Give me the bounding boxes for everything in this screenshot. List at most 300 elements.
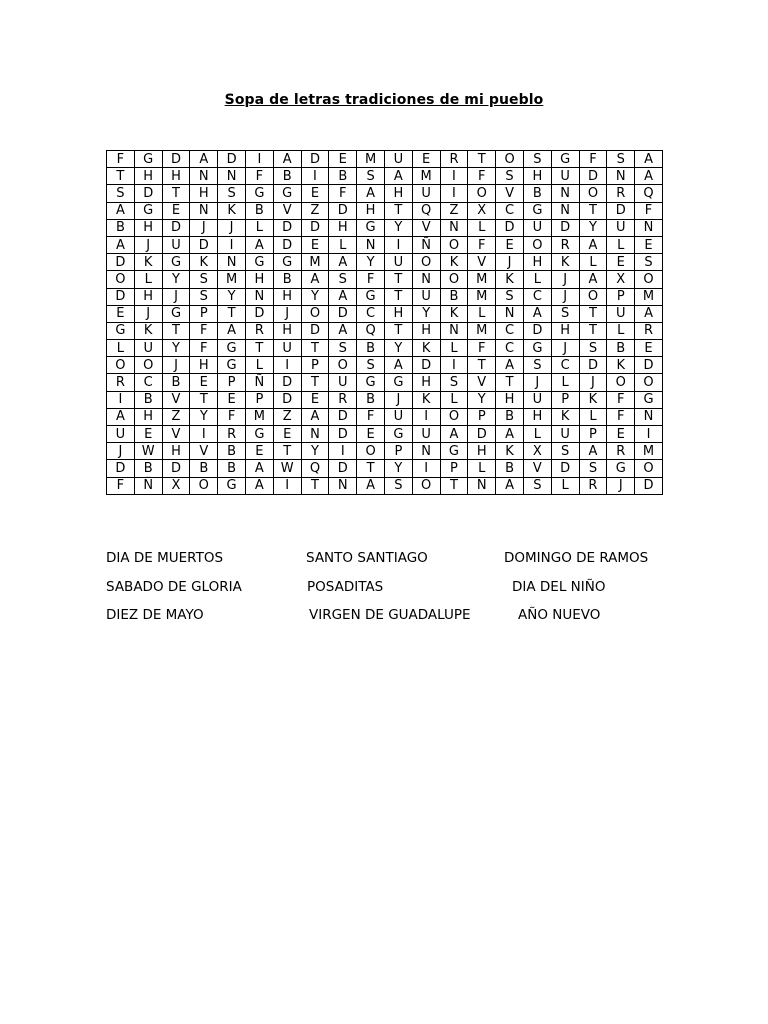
grid-cell: K bbox=[496, 271, 524, 288]
grid-cell: H bbox=[384, 185, 412, 202]
grid-cell: D bbox=[301, 219, 329, 236]
grid-cell: U bbox=[412, 426, 440, 443]
grid-cell: U bbox=[384, 254, 412, 271]
grid-cell: D bbox=[107, 254, 135, 271]
grid-cell: U bbox=[107, 426, 135, 443]
grid-cell: P bbox=[607, 288, 635, 305]
grid-cell: D bbox=[635, 357, 663, 374]
grid-cell: K bbox=[412, 340, 440, 357]
grid-cell: L bbox=[468, 219, 496, 236]
grid-cell: Ñ bbox=[245, 374, 273, 391]
grid-cell: B bbox=[190, 460, 218, 477]
grid-cell: D bbox=[162, 219, 190, 236]
word-item: SABADO DE GLORIA bbox=[106, 579, 242, 595]
grid-cell: J bbox=[551, 288, 579, 305]
grid-cell: S bbox=[496, 288, 524, 305]
grid-cell: F bbox=[579, 151, 607, 168]
grid-cell: A bbox=[107, 202, 135, 219]
grid-cell: D bbox=[218, 151, 246, 168]
grid-cell: U bbox=[551, 426, 579, 443]
grid-cell: H bbox=[523, 254, 551, 271]
grid-cell: C bbox=[523, 288, 551, 305]
grid-cell: V bbox=[273, 202, 301, 219]
grid-cell: S bbox=[384, 477, 412, 494]
grid-cell: H bbox=[245, 271, 273, 288]
grid-cell: N bbox=[440, 322, 468, 339]
grid-cell: S bbox=[579, 460, 607, 477]
grid-cell: H bbox=[162, 443, 190, 460]
grid-cell: E bbox=[301, 236, 329, 253]
word-item: DIA DE MUERTOS bbox=[106, 550, 224, 566]
grid-cell: N bbox=[551, 185, 579, 202]
grid-cell: K bbox=[551, 254, 579, 271]
grid-cell: S bbox=[551, 443, 579, 460]
grid-cell: A bbox=[329, 322, 357, 339]
grid-cell: Q bbox=[412, 202, 440, 219]
grid-cell: E bbox=[635, 340, 663, 357]
grid-cell: K bbox=[134, 254, 162, 271]
grid-cell: B bbox=[496, 408, 524, 425]
grid-cell: P bbox=[384, 443, 412, 460]
grid-cell: I bbox=[440, 357, 468, 374]
grid-cell: T bbox=[384, 202, 412, 219]
grid-cell: H bbox=[523, 408, 551, 425]
grid-cell: F bbox=[635, 202, 663, 219]
grid-cell: K bbox=[551, 408, 579, 425]
grid-cell: O bbox=[635, 460, 663, 477]
grid-cell: T bbox=[218, 305, 246, 322]
grid-cell: J bbox=[273, 305, 301, 322]
grid-cell: M bbox=[245, 408, 273, 425]
grid-cell: S bbox=[523, 151, 551, 168]
grid-cell: C bbox=[496, 322, 524, 339]
grid-cell: N bbox=[496, 305, 524, 322]
grid-cell: N bbox=[551, 202, 579, 219]
grid-cell: H bbox=[412, 374, 440, 391]
grid-cell: F bbox=[245, 168, 273, 185]
grid-cell: G bbox=[607, 460, 635, 477]
grid-cell: U bbox=[134, 340, 162, 357]
grid-cell: L bbox=[551, 374, 579, 391]
grid-cell: G bbox=[635, 391, 663, 408]
grid-cell: O bbox=[440, 236, 468, 253]
grid-cell: N bbox=[218, 168, 246, 185]
grid-cell: G bbox=[134, 151, 162, 168]
word-item: VIRGEN DE GUADALUPE bbox=[309, 607, 471, 623]
grid-cell: S bbox=[190, 271, 218, 288]
grid-cell: Y bbox=[384, 219, 412, 236]
grid-cell: B bbox=[440, 288, 468, 305]
grid-cell: O bbox=[496, 151, 524, 168]
grid-cell: Ñ bbox=[412, 236, 440, 253]
grid-cell: F bbox=[468, 340, 496, 357]
grid-cell: R bbox=[218, 426, 246, 443]
grid-cell: O bbox=[412, 254, 440, 271]
grid-cell: J bbox=[607, 477, 635, 494]
page-title: Sopa de letras tradiciones de mi pueblo bbox=[224, 92, 544, 108]
grid-cell: T bbox=[162, 185, 190, 202]
grid-cell: N bbox=[468, 477, 496, 494]
grid-cell: I bbox=[412, 408, 440, 425]
grid-cell: W bbox=[134, 443, 162, 460]
grid-cell: N bbox=[218, 254, 246, 271]
grid-cell: U bbox=[329, 374, 357, 391]
grid-cell: X bbox=[523, 443, 551, 460]
grid-cell: Y bbox=[301, 288, 329, 305]
grid-cell: R bbox=[607, 185, 635, 202]
grid-cell: D bbox=[134, 185, 162, 202]
grid-cell: N bbox=[635, 219, 663, 236]
grid-cell: C bbox=[496, 340, 524, 357]
grid-cell: K bbox=[190, 254, 218, 271]
grid-cell: L bbox=[607, 322, 635, 339]
grid-cell: R bbox=[635, 322, 663, 339]
grid-cell: I bbox=[412, 460, 440, 477]
grid-cell: G bbox=[245, 254, 273, 271]
grid-cell: A bbox=[384, 357, 412, 374]
grid-cell: A bbox=[384, 168, 412, 185]
grid-cell: A bbox=[579, 271, 607, 288]
grid-cell: X bbox=[607, 271, 635, 288]
grid-cell: A bbox=[496, 357, 524, 374]
grid-cell: V bbox=[162, 391, 190, 408]
grid-cell: E bbox=[134, 426, 162, 443]
grid-cell: B bbox=[134, 391, 162, 408]
grid-cell: Y bbox=[218, 288, 246, 305]
grid-cell: I bbox=[440, 185, 468, 202]
grid-cell: D bbox=[329, 408, 357, 425]
grid-cell: H bbox=[190, 357, 218, 374]
grid-cell: K bbox=[134, 322, 162, 339]
grid-cell: H bbox=[190, 185, 218, 202]
grid-cell: U bbox=[523, 391, 551, 408]
grid-cell: F bbox=[218, 408, 246, 425]
grid-cell: F bbox=[107, 151, 135, 168]
grid-cell: H bbox=[134, 288, 162, 305]
word-item: DOMINGO DE RAMOS bbox=[504, 550, 649, 566]
grid-cell: E bbox=[329, 151, 357, 168]
grid-cell: B bbox=[245, 202, 273, 219]
grid-cell: S bbox=[357, 357, 385, 374]
grid-cell: G bbox=[107, 322, 135, 339]
grid-cell: Q bbox=[301, 460, 329, 477]
grid-cell: O bbox=[635, 374, 663, 391]
grid-cell: F bbox=[468, 236, 496, 253]
grid-cell: V bbox=[468, 254, 496, 271]
grid-cell: O bbox=[190, 477, 218, 494]
grid-cell: F bbox=[329, 185, 357, 202]
grid-cell: G bbox=[384, 374, 412, 391]
grid-cell: T bbox=[440, 477, 468, 494]
grid-cell: G bbox=[245, 185, 273, 202]
grid-cell: H bbox=[468, 443, 496, 460]
grid-cell: E bbox=[107, 305, 135, 322]
grid-cell: T bbox=[190, 391, 218, 408]
grid-cell: B bbox=[273, 271, 301, 288]
grid-cell: S bbox=[607, 151, 635, 168]
grid-cell: J bbox=[190, 219, 218, 236]
grid-cell: E bbox=[245, 443, 273, 460]
grid-cell: D bbox=[273, 391, 301, 408]
grid-cell: I bbox=[440, 168, 468, 185]
grid-cell: N bbox=[412, 443, 440, 460]
grid-cell: E bbox=[190, 374, 218, 391]
grid-cell: D bbox=[329, 305, 357, 322]
grid-cell: R bbox=[440, 151, 468, 168]
grid-cell: D bbox=[107, 460, 135, 477]
grid-cell: T bbox=[384, 288, 412, 305]
grid-cell: L bbox=[523, 271, 551, 288]
grid-cell: D bbox=[329, 460, 357, 477]
grid-cell: O bbox=[329, 357, 357, 374]
grid-cell: N bbox=[245, 288, 273, 305]
grid-cell: U bbox=[412, 288, 440, 305]
grid-cell: G bbox=[273, 185, 301, 202]
grid-cell: N bbox=[190, 168, 218, 185]
grid-cell: T bbox=[162, 322, 190, 339]
grid-cell: K bbox=[440, 254, 468, 271]
grid-cell: J bbox=[523, 374, 551, 391]
grid-cell: A bbox=[635, 305, 663, 322]
grid-cell: Q bbox=[635, 185, 663, 202]
grid-cell: H bbox=[134, 168, 162, 185]
grid-cell: D bbox=[301, 151, 329, 168]
grid-cell: F bbox=[607, 408, 635, 425]
grid-cell: N bbox=[635, 408, 663, 425]
grid-cell: V bbox=[412, 219, 440, 236]
grid-cell: D bbox=[635, 477, 663, 494]
word-item: SANTO SANTIAGO bbox=[306, 550, 428, 566]
grid-cell: M bbox=[468, 288, 496, 305]
grid-cell: P bbox=[468, 408, 496, 425]
grid-cell: V bbox=[523, 460, 551, 477]
grid-cell: D bbox=[301, 322, 329, 339]
grid-cell: U bbox=[162, 236, 190, 253]
grid-cell: R bbox=[245, 322, 273, 339]
grid-cell: H bbox=[162, 168, 190, 185]
grid-cell: B bbox=[273, 168, 301, 185]
grid-cell: T bbox=[579, 305, 607, 322]
grid-cell: V bbox=[468, 374, 496, 391]
grid-cell: M bbox=[412, 168, 440, 185]
grid-cell: R bbox=[107, 374, 135, 391]
grid-cell: T bbox=[301, 374, 329, 391]
grid-cell: K bbox=[579, 391, 607, 408]
grid-cell: L bbox=[107, 340, 135, 357]
grid-cell: L bbox=[551, 477, 579, 494]
grid-cell: P bbox=[551, 391, 579, 408]
grid-cell: N bbox=[412, 271, 440, 288]
grid-cell: E bbox=[273, 426, 301, 443]
grid-cell: R bbox=[607, 443, 635, 460]
grid-cell: J bbox=[134, 305, 162, 322]
grid-cell: D bbox=[607, 202, 635, 219]
grid-cell: J bbox=[579, 374, 607, 391]
grid-cell: C bbox=[496, 202, 524, 219]
grid-cell: D bbox=[551, 460, 579, 477]
grid-cell: D bbox=[273, 236, 301, 253]
grid-cell: H bbox=[551, 322, 579, 339]
word-item: DIEZ DE MAYO bbox=[106, 607, 204, 623]
grid-cell: L bbox=[134, 271, 162, 288]
grid-cell: S bbox=[496, 168, 524, 185]
grid-cell: O bbox=[412, 477, 440, 494]
grid-cell: N bbox=[357, 236, 385, 253]
grid-cell: E bbox=[607, 254, 635, 271]
grid-cell: V bbox=[162, 426, 190, 443]
grid-cell: S bbox=[523, 357, 551, 374]
grid-cell: P bbox=[190, 305, 218, 322]
grid-cell: A bbox=[496, 426, 524, 443]
grid-cell: E bbox=[635, 236, 663, 253]
grid-cell: O bbox=[579, 185, 607, 202]
grid-cell: Y bbox=[357, 254, 385, 271]
grid-cell: I bbox=[329, 443, 357, 460]
grid-cell: T bbox=[384, 322, 412, 339]
grid-cell: E bbox=[607, 426, 635, 443]
grid-cell: T bbox=[245, 340, 273, 357]
grid-cell: B bbox=[107, 219, 135, 236]
grid-cell: D bbox=[162, 151, 190, 168]
grid-cell: L bbox=[440, 340, 468, 357]
grid-cell: F bbox=[468, 168, 496, 185]
grid-cell: B bbox=[329, 168, 357, 185]
grid-cell: K bbox=[412, 391, 440, 408]
grid-cell: L bbox=[579, 254, 607, 271]
grid-cell: G bbox=[218, 477, 246, 494]
grid-cell: S bbox=[579, 340, 607, 357]
grid-cell: A bbox=[329, 254, 357, 271]
grid-cell: I bbox=[273, 477, 301, 494]
grid-cell: H bbox=[134, 219, 162, 236]
grid-cell: G bbox=[384, 426, 412, 443]
grid-cell: S bbox=[107, 185, 135, 202]
grid-cell: U bbox=[384, 151, 412, 168]
grid-cell: I bbox=[107, 391, 135, 408]
grid-cell: I bbox=[190, 426, 218, 443]
grid-cell: Y bbox=[412, 305, 440, 322]
grid-cell: I bbox=[301, 168, 329, 185]
grid-cell: D bbox=[329, 426, 357, 443]
grid-cell: B bbox=[218, 443, 246, 460]
grid-cell: F bbox=[190, 340, 218, 357]
grid-cell: A bbox=[579, 236, 607, 253]
grid-cell: N bbox=[440, 219, 468, 236]
grid-cell: P bbox=[218, 374, 246, 391]
grid-cell: T bbox=[273, 443, 301, 460]
grid-cell: Y bbox=[384, 460, 412, 477]
grid-cell: G bbox=[273, 254, 301, 271]
grid-cell: D bbox=[523, 322, 551, 339]
grid-cell: Y bbox=[468, 391, 496, 408]
grid-cell: G bbox=[551, 151, 579, 168]
grid-cell: J bbox=[551, 340, 579, 357]
grid-cell: O bbox=[579, 288, 607, 305]
grid-cell: A bbox=[218, 322, 246, 339]
grid-cell: A bbox=[635, 151, 663, 168]
grid-cell: K bbox=[607, 357, 635, 374]
grid-cell: L bbox=[440, 391, 468, 408]
grid-cell: O bbox=[607, 374, 635, 391]
grid-cell: O bbox=[468, 185, 496, 202]
grid-cell: S bbox=[523, 477, 551, 494]
grid-cell: S bbox=[329, 340, 357, 357]
grid-cell: T bbox=[384, 271, 412, 288]
grid-cell: G bbox=[162, 254, 190, 271]
grid-cell: J bbox=[384, 391, 412, 408]
grid-cell: M bbox=[468, 271, 496, 288]
grid-cell: A bbox=[523, 305, 551, 322]
grid-cell: T bbox=[301, 477, 329, 494]
grid-cell: D bbox=[329, 202, 357, 219]
grid-cell: N bbox=[607, 168, 635, 185]
grid-cell: F bbox=[190, 322, 218, 339]
grid-cell: D bbox=[579, 168, 607, 185]
grid-cell: D bbox=[245, 305, 273, 322]
grid-cell: L bbox=[329, 236, 357, 253]
grid-cell: T bbox=[579, 322, 607, 339]
grid-cell: O bbox=[107, 357, 135, 374]
grid-cell: E bbox=[496, 236, 524, 253]
grid-cell: M bbox=[635, 443, 663, 460]
grid-cell: A bbox=[635, 168, 663, 185]
grid-cell: A bbox=[301, 408, 329, 425]
grid-cell: E bbox=[412, 151, 440, 168]
grid-cell: A bbox=[357, 477, 385, 494]
grid-cell: Z bbox=[440, 202, 468, 219]
grid-cell: A bbox=[440, 426, 468, 443]
grid-cell: B bbox=[357, 340, 385, 357]
grid-cell: M bbox=[635, 288, 663, 305]
grid-cell: H bbox=[134, 408, 162, 425]
grid-cell: B bbox=[607, 340, 635, 357]
grid-cell: D bbox=[551, 219, 579, 236]
grid-cell: V bbox=[190, 443, 218, 460]
grid-cell: B bbox=[218, 460, 246, 477]
grid-cell: Y bbox=[384, 340, 412, 357]
grid-cell: S bbox=[218, 185, 246, 202]
grid-cell: B bbox=[357, 391, 385, 408]
grid-cell: G bbox=[218, 357, 246, 374]
grid-cell: P bbox=[579, 426, 607, 443]
grid-cell: F bbox=[607, 391, 635, 408]
grid-cell: M bbox=[357, 151, 385, 168]
grid-cell: H bbox=[523, 168, 551, 185]
grid-cell: I bbox=[245, 151, 273, 168]
grid-cell: E bbox=[301, 391, 329, 408]
grid-cell: B bbox=[523, 185, 551, 202]
grid-cell: F bbox=[357, 408, 385, 425]
grid-cell: I bbox=[635, 426, 663, 443]
grid-cell: O bbox=[134, 357, 162, 374]
grid-cell: H bbox=[384, 305, 412, 322]
grid-cell: J bbox=[218, 219, 246, 236]
grid-cell: T bbox=[357, 460, 385, 477]
grid-cell: A bbox=[107, 236, 135, 253]
grid-cell: G bbox=[245, 426, 273, 443]
grid-cell: O bbox=[107, 271, 135, 288]
grid-cell: F bbox=[107, 477, 135, 494]
grid-cell: O bbox=[635, 271, 663, 288]
grid-cell: J bbox=[134, 236, 162, 253]
grid-cell: G bbox=[357, 374, 385, 391]
grid-cell: C bbox=[134, 374, 162, 391]
grid-cell: V bbox=[496, 185, 524, 202]
grid-cell: T bbox=[468, 357, 496, 374]
grid-cell: N bbox=[190, 202, 218, 219]
grid-cell: A bbox=[245, 236, 273, 253]
grid-cell: T bbox=[496, 374, 524, 391]
